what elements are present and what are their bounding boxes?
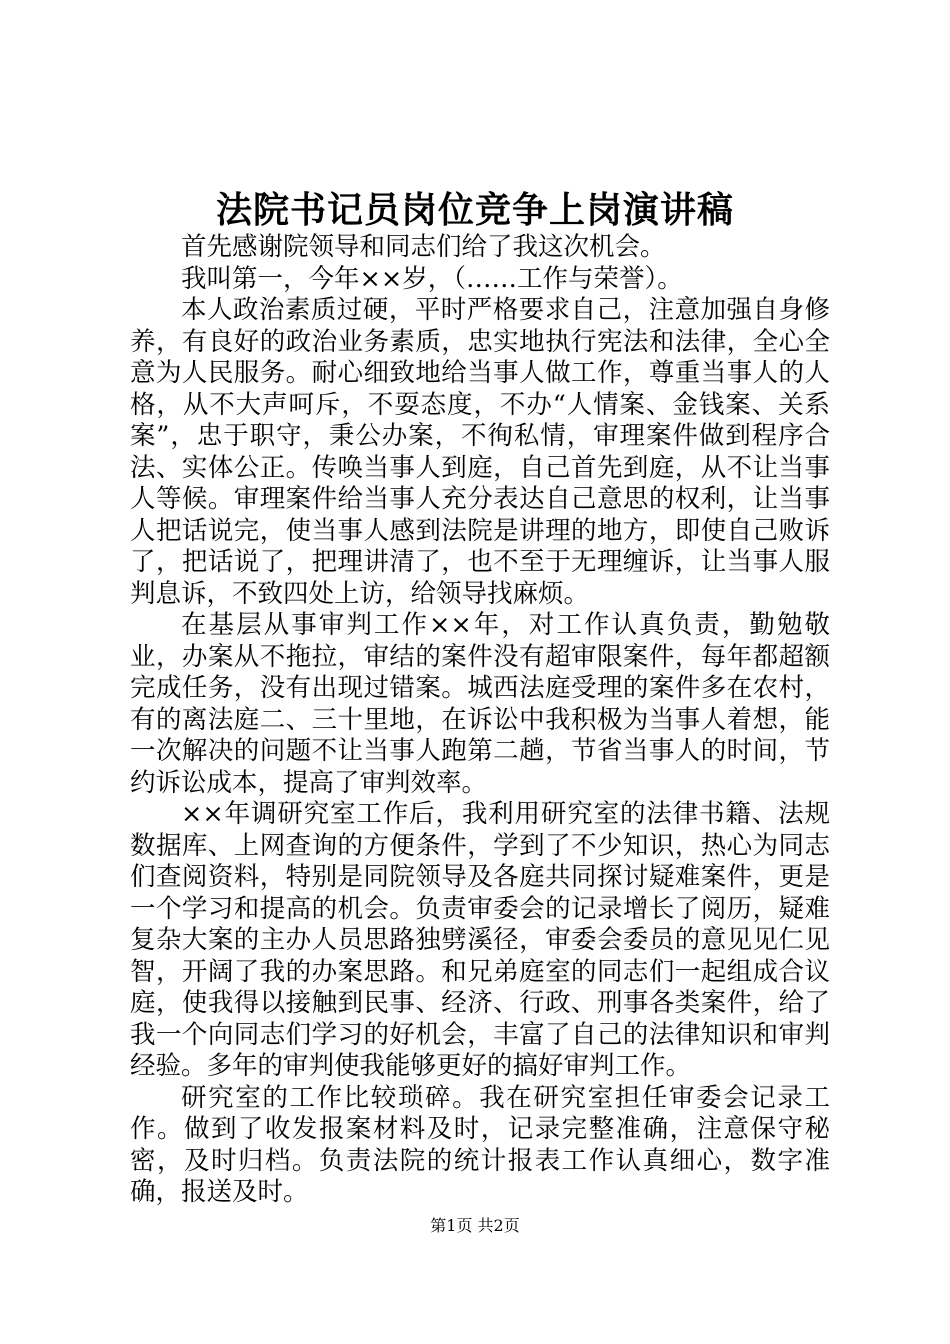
paragraph: 在基层从事审判工作××年，对工作认真负责，勤勉敬业，办案从不拖拉，审结的案件没有超审限案件，每年都超额完成任务，没有出现过错案。城西法庭受理的案件多在农村，有的离法庭二、三十里地，在诉讼中我积极为当事人着想，能一次解决的问题不让当事人跑第二趟，节省当事人的时间，节约诉讼成本，提高了审判效率。 [130,610,830,798]
paragraph: 我叫第一，今年××岁，（……工作与荣誉）。 [181,263,683,294]
paragraph: 首先感谢院领导和同志们给了我这次机会。 [181,232,666,262]
paragraph: ××年调研究室工作后，我利用研究室的法律书籍、法规数据库、上网查询的方便条件，学到了不少知识，热心为同志们查阅资料，特别是同院领导及各庭共同探讨疑难案件，更是一个学习和提高的机会。负责审委会的记录增长了阅历，疑难复杂大案的主办人员思路独劈溪径，审委会委员的意见见仁见智，开阔了我的办案思路。和兄弟庭室的同志们一起组成合议庭，使我得以接触到民事、经济、行政、刑事各类案件，给了我一个向同志们学习的好机会，丰富了自己的法律知识和审判经验。多年的审判使我能够更好的搞好审判工作。 [130,799,830,1081]
document-body [130,232,830,1209]
paragraph: 本人政治素质过硬，平时严格要求自己，注意加强自身修养，有良好的政治业务素质，忠实地执行宪法和法律，全心全意为人民服务。耐心细致地给当事人做工作，尊重当事人的人格，从不大声呵斥，不耍态度，不办“人情案、金钱案、关系案”，忠于职守，秉公办案，不徇私情，审理案件做到程序合法、实体公正。传唤当事人到庭，自己首先到庭，从不让当事人等候。审理案件给当事人充分表达自己意思的权利，让当事人把话说完，使当事人感到法院是讲理的地方，即使自己败诉了，把话说了，把理讲清了，也不至于无理缠诉，让当事人服判息诉，不致四处上访，给领导找麻烦。 [130,295,830,609]
document-title: 法院书记员岗位竞争上岗演讲稿 [215,189,734,231]
page-number-footer: 第1页 共2页 [430,1216,520,1235]
paragraph: 研究室的工作比较琐碎。我在研究室担任审委会记录工作。做到了收发报案材料及时，记录完整准确，注意保守秘密，及时归档。负责法院的统计报表工作认真细心，数字准确，报送及时。 [130,1082,830,1207]
